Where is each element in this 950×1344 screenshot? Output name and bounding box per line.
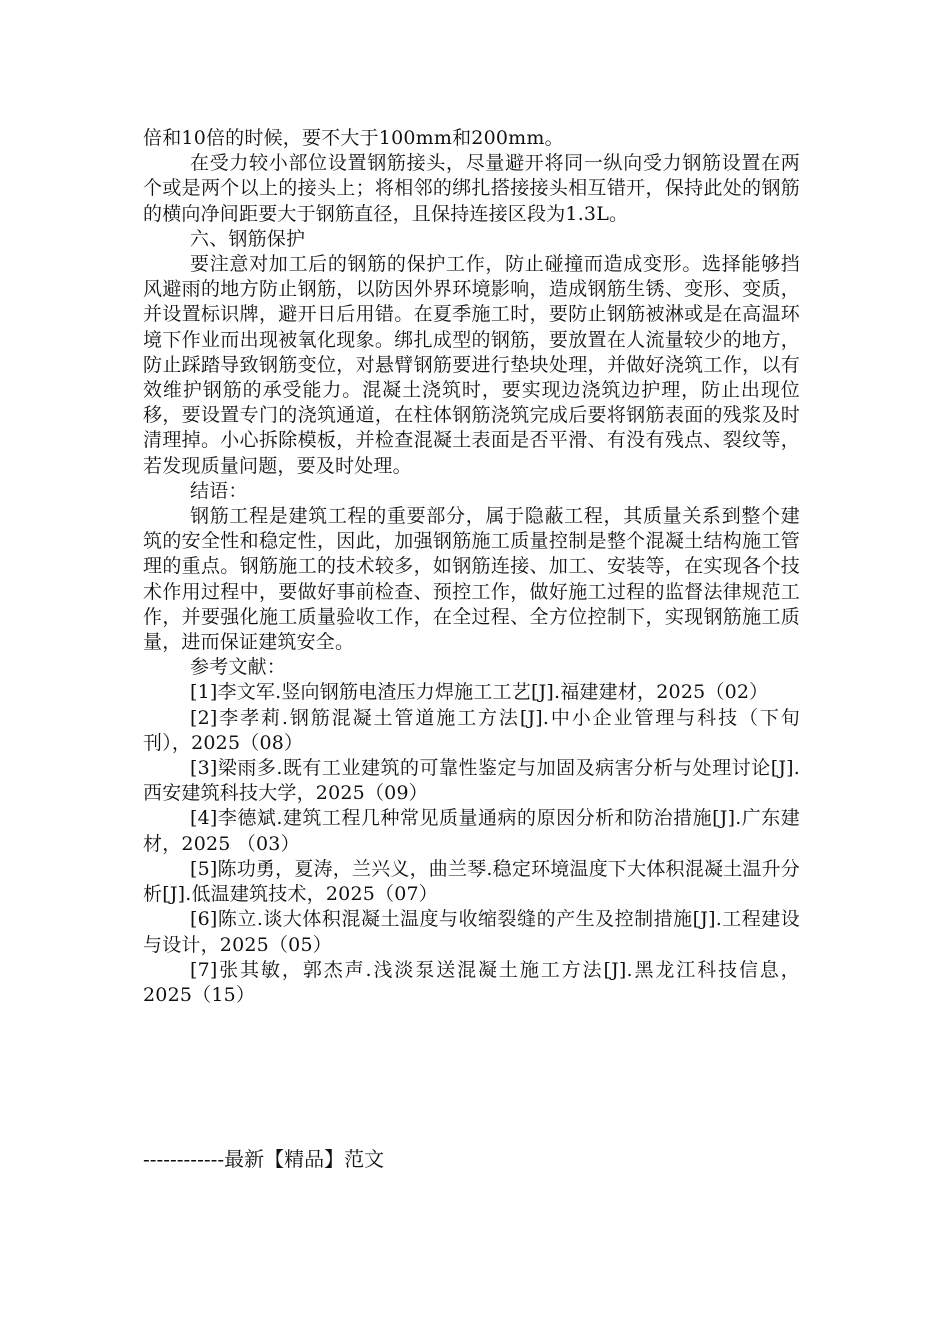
- reference-item: [4]李德斌.建筑工程几种常见质量通病的原因分析和防治措施[J].广东建材，2025 （03）: [143, 807, 800, 855]
- paragraph-rebar-protection: 要注意对加工后的钢筋的保护工作，防止碰撞而造成变形。选择能够挡风避雨的地方防止钢筋，以防因外界环境影响，造成钢筋生锈、变形、变质，并设置标识牌，避开日后用错。在夏季施工时，要防止钢筋被淋或是在高温环境下作业而出现被氧化现象。绑扎成型的钢筋，要放置在人流量较少的地方，防止踩踏导致钢筋变位，对悬臂钢筋要进行垫块处理，并做好浇筑工作，以有效维护钢筋的承受能力。混凝土浇筑时，要实现边浇筑边护理，防止出现位移，要设置专门的浇筑通道，在柱体钢筋浇筑完成后要将钢筋表面的残浆及时清理掉。小心拆除模板，并检查混凝土表面是否平滑、有没有残点、裂纹等，若发现质量问题，要及时处理。: [143, 253, 800, 477]
- reference-item: [1]李文军.竖向钢筋电渣压力焊施工工艺[J].福建建材，2025（02）: [190, 681, 769, 704]
- reference-item: [5]陈功勇，夏涛，兰兴义，曲兰琴.稳定环境温度下大体积混凝土温升分析[J].低温建筑技术，2025（07）: [143, 857, 800, 906]
- conclusion-heading: 结语：: [190, 479, 248, 502]
- page-footer: ------------最新【精品】范文: [143, 1147, 385, 1171]
- paragraph-continuation: 倍和10倍的时候，要不大于100mm和200mm。: [143, 127, 564, 149]
- reference-item: [7]张其敏，郭杰声.浅淡泵送混凝土施工方法[J].黑龙江科技信息，2025（15）: [143, 958, 800, 1006]
- reference-item: [6]陈立.谈大体积混凝土温度与收缩裂缝的产生及控制措施[J].工程建设与设计，2025（05）: [143, 908, 800, 956]
- paragraph-conclusion: 钢筋工程是建筑工程的重要部分，属于隐蔽工程，其质量关系到整个建筑的安全性和稳定性，因此，加强钢筋施工质量控制是整个混凝土结构施工管理的重点。钢筋施工的技术较多，如钢筋连接、加工、安装等，在实现各个技术作用过程中，要做好事前检查、预控工作，做好施工过程的监督法律规范工作，并要强化施工质量验收工作，在全过程、全方位控制下，实现钢筋施工质量，进而保证建筑安全。: [143, 505, 800, 654]
- reference-item: [2]李孝莉.钢筋混凝土管道施工方法[J].中小企业管理与科技（下旬刊），2025（08）: [143, 706, 800, 754]
- references-heading: 参考文献：: [190, 656, 287, 679]
- reference-item: [3]梁雨多.既有工业建筑的可靠性鉴定与加固及病害分析与处理讨论[J].西安建筑科技大学，2025（09）: [143, 757, 800, 805]
- document-body: [143, 126, 800, 1008]
- paragraph-joint-placement: 在受力较小部位设置钢筋接头，尽量避开将同一纵向受力钢筋设置在两个或是两个以上的接头上；将相邻的绑扎搭接接头相互错开，保持此处的钢筋的横向净间距要大于钢筋直径，且保持连接区段为1.3L。: [143, 152, 800, 225]
- section-heading-rebar-protection: 六、钢筋保护: [190, 227, 306, 250]
